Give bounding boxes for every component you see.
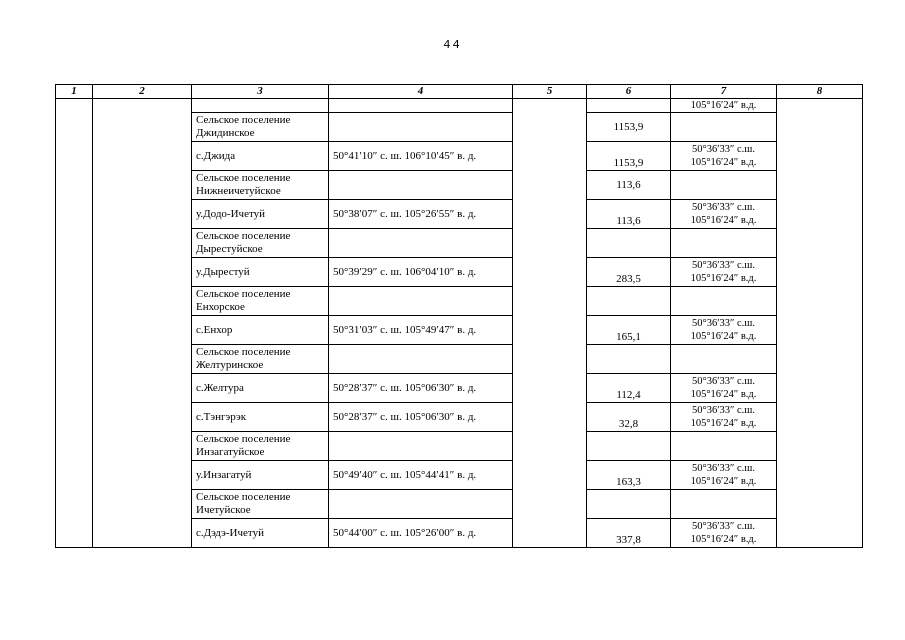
cell-value xyxy=(587,229,671,258)
cell-name: у.Дырестуй xyxy=(192,258,329,287)
cell-coords: 50°41′10″ с. ш. 106°10′45″ в. д. xyxy=(329,142,513,171)
cell-value xyxy=(587,99,671,113)
cell-name xyxy=(192,99,329,113)
page-number: 44 xyxy=(443,38,462,52)
cell-ref xyxy=(671,490,777,519)
cell-name: с.Енхор xyxy=(192,316,329,345)
cell-coords xyxy=(329,229,513,258)
cell-coords: 50°39′29″ с. ш. 106°04′10″ в. д. xyxy=(329,258,513,287)
cell-name: Сельское поселение Нижнеичетуйское xyxy=(192,171,329,200)
cell-name: Сельское поселение Енхорское xyxy=(192,287,329,316)
cell-ref xyxy=(671,113,777,142)
header-col-7: 7 xyxy=(671,85,777,99)
cell-value: 165,1 xyxy=(587,316,671,345)
cell-ref xyxy=(671,345,777,374)
cell-coords: 50°28′37″ с. ш. 105°06′30″ в. д. xyxy=(329,403,513,432)
cell-coords xyxy=(329,113,513,142)
cell-ref xyxy=(671,229,777,258)
cell-value: 337,8 xyxy=(587,519,671,548)
header-col-3: 3 xyxy=(192,85,329,99)
cell-coords xyxy=(329,171,513,200)
cell-coords: 50°28′37″ с. ш. 105°06′30″ в. д. xyxy=(329,374,513,403)
cell-coords: 50°31′03″ с. ш. 105°49′47″ в. д. xyxy=(329,316,513,345)
cell-col-5 xyxy=(513,99,587,548)
cell-name: Сельское поселение Джидинское xyxy=(192,113,329,142)
cell-coords xyxy=(329,287,513,316)
cell-ref: 105°16′24″ в.д. xyxy=(671,99,777,113)
cell-ref: 50°36′33″ с.ш. 105°16′24″ в.д. xyxy=(671,316,777,345)
data-table xyxy=(55,84,863,548)
cell-name: с.Джида xyxy=(192,142,329,171)
cell-coords: 50°38′07″ с. ш. 105°26′55″ в. д. xyxy=(329,200,513,229)
cell-coords xyxy=(329,490,513,519)
header-col-1: 1 xyxy=(56,85,93,99)
cell-name: у.Инзагатуй xyxy=(192,461,329,490)
cell-value xyxy=(587,490,671,519)
cell-ref: 50°36′33″ с.ш. 105°16′24″ в.д. xyxy=(671,519,777,548)
cell-value xyxy=(587,432,671,461)
cell-value: 283,5 xyxy=(587,258,671,287)
cell-name: Сельское поселение Дырестуйское xyxy=(192,229,329,258)
cell-name: с.Дэдэ-Ичетуй xyxy=(192,519,329,548)
cell-name: у.Додо-Ичетуй xyxy=(192,200,329,229)
cell-coords xyxy=(329,99,513,113)
cell-ref xyxy=(671,432,777,461)
cell-coords: 50°49′40″ с. ш. 105°44′41″ в. д. xyxy=(329,461,513,490)
header-row xyxy=(56,85,863,99)
cell-ref: 50°36′33″ с.ш. 105°16′24″ в.д. xyxy=(671,142,777,171)
cell-value: 1153,9 xyxy=(587,142,671,171)
cell-value xyxy=(587,287,671,316)
cell-value: 113,6 xyxy=(587,200,671,229)
cell-ref: 50°36′33″ с.ш. 105°16′24″ в.д. xyxy=(671,258,777,287)
cell-ref xyxy=(671,287,777,316)
cell-value: 32,8 xyxy=(587,403,671,432)
cell-name: Сельское поселение Ичетуйское xyxy=(192,490,329,519)
cell-name: Сельское поселение Инзагатуйское xyxy=(192,432,329,461)
cell-col-1 xyxy=(56,99,93,548)
cell-col-8 xyxy=(777,99,863,548)
cell-ref: 50°36′33″ с.ш. 105°16′24″ в.д. xyxy=(671,374,777,403)
header-col-8: 8 xyxy=(777,85,863,99)
cell-name: с.Тэнгэрэк xyxy=(192,403,329,432)
cell-value: 1153,9 xyxy=(587,113,671,142)
cell-name: с.Желтура xyxy=(192,374,329,403)
cell-coords: 50°44′00″ с. ш. 105°26′00″ в. д. xyxy=(329,519,513,548)
cell-col-2 xyxy=(93,99,192,548)
cell-value xyxy=(587,345,671,374)
header-col-4: 4 xyxy=(329,85,513,99)
header-col-5: 5 xyxy=(513,85,587,99)
cell-coords xyxy=(329,345,513,374)
header-col-6: 6 xyxy=(587,85,671,99)
cell-ref: 50°36′33″ с.ш. 105°16′24″ в.д. xyxy=(671,461,777,490)
cell-value: 113,6 xyxy=(587,171,671,200)
cell-coords xyxy=(329,432,513,461)
cell-value: 112,4 xyxy=(587,374,671,403)
cell-value: 163,3 xyxy=(587,461,671,490)
cell-ref: 50°36′33″ с.ш. 105°16′24″ в.д. xyxy=(671,403,777,432)
header-col-2: 2 xyxy=(93,85,192,99)
cell-ref xyxy=(671,171,777,200)
table-row xyxy=(56,99,863,113)
cell-name: Сельское поселение Желтуринское xyxy=(192,345,329,374)
cell-ref: 50°36′33″ с.ш. 105°16′24″ в.д. xyxy=(671,200,777,229)
